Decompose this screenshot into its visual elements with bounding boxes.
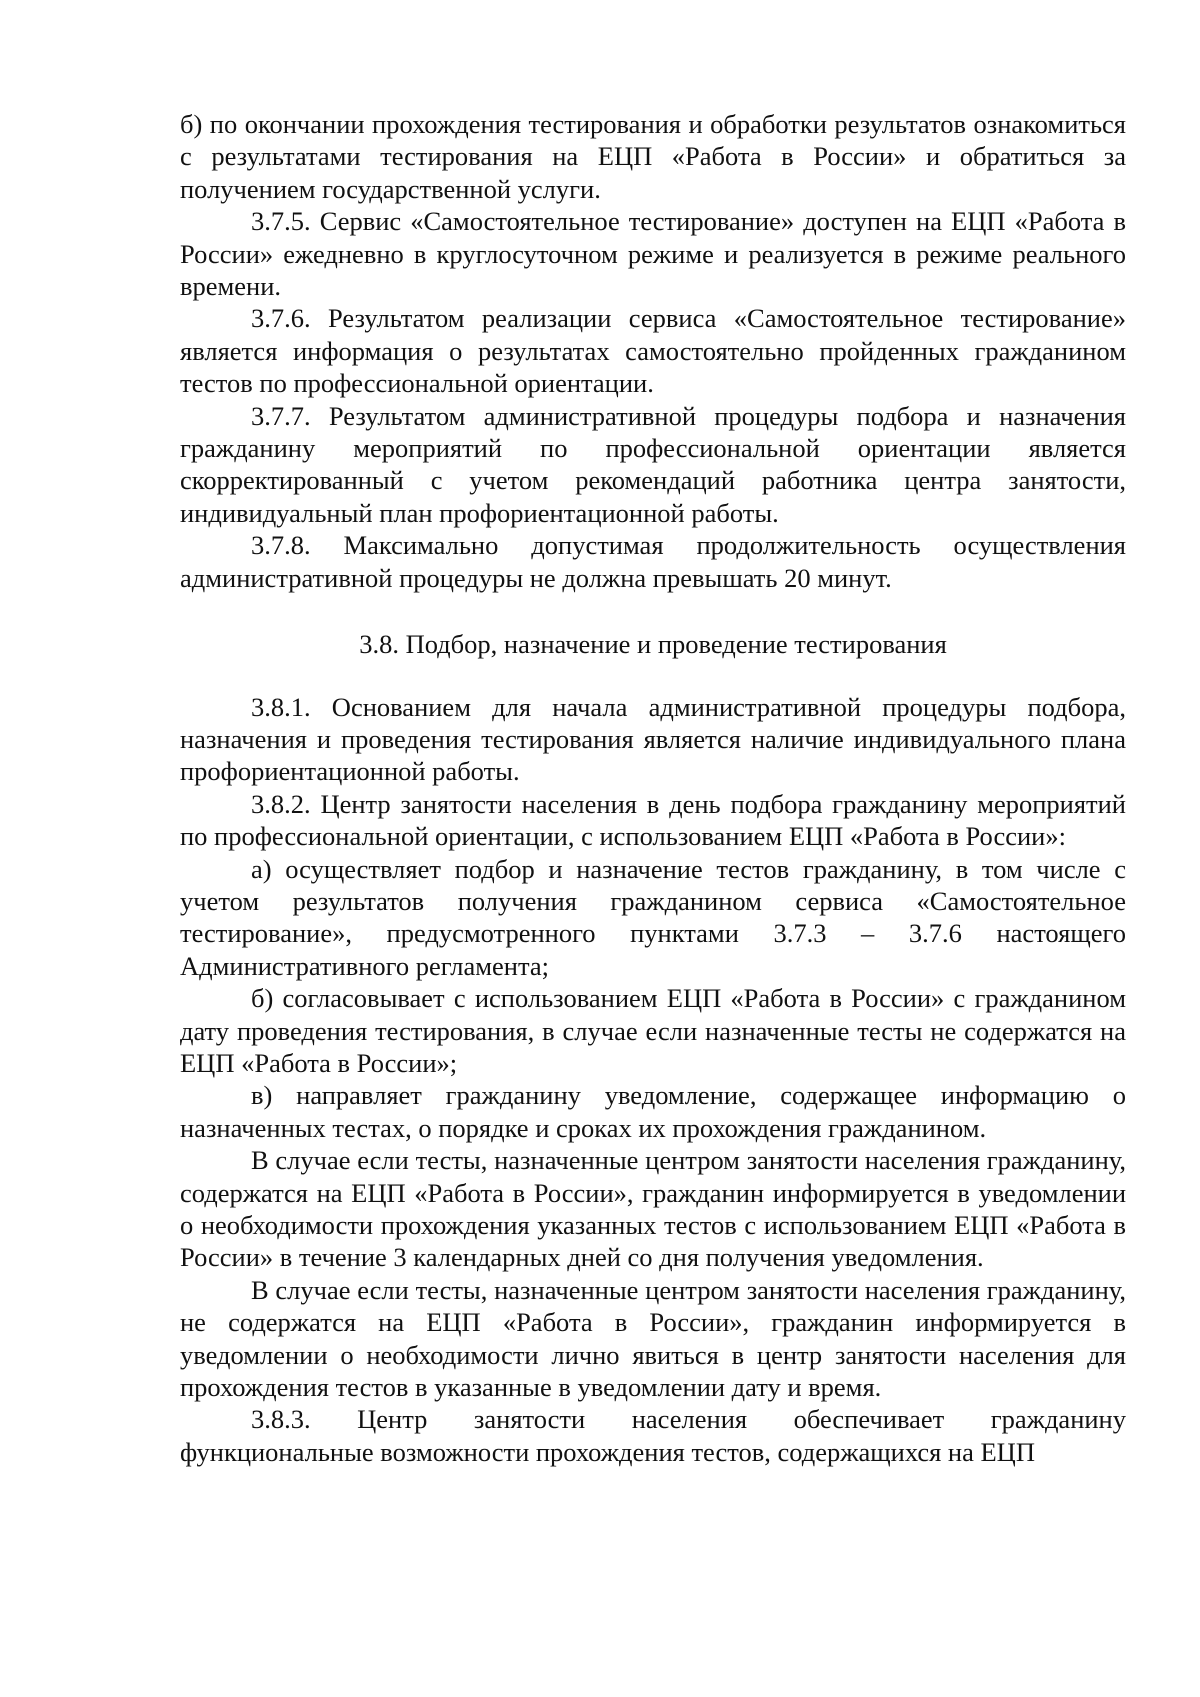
paragraph-3-7-6: 3.7.6. Результатом реализации сервиса «Самостоятельное тестирование» является информация о результатах самостоятельно пройденных гражданином тестов по профессиональной ориентации. bbox=[180, 303, 1126, 399]
document-page bbox=[180, 108, 1126, 1468]
paragraph-3-7-4-b: б) по окончании прохождения тестирования и обработки результатов ознакомиться с результатами тестирования на ЕЦП «Работа в России» и обратиться за получением государственной услуги. bbox=[180, 109, 1126, 204]
paragraph-tests-not-on-ecp: В случае если тесты, назначенные центром занятости населения гражданину, не содержатся на ЕЦП «Работа в России», гражданин информируется в уведомлении о необходимости лично явиться в центр занятости населения для прохождения тестов в указанные в уведомлении дату и время. bbox=[180, 1274, 1126, 1403]
paragraph-3-8-2: 3.8.2. Центр занятости населения в день подбора гражданину мероприятий по профессиональной ориентации, с использованием ЕЦП «Работа в России»: bbox=[180, 788, 1126, 852]
section-heading-3-8: 3.8. Подбор, назначение и проведение тестирования bbox=[359, 629, 947, 660]
paragraph-3-8-2-a: а) осуществляет подбор и назначение тестов гражданину, в том числе с учетом результатов получения гражданином сервиса «Самостоятельное тестирование», предусмотренного пунктами 3.7.3 – 3.7.6 настоящего Административного регламента; bbox=[180, 853, 1126, 981]
paragraph-3-8-3: 3.8.3. Центр занятости населения обеспечивает гражданину функциональные возможности прохождения тестов, содержащихся на ЕЦП bbox=[180, 1404, 1126, 1467]
paragraph-3-8-1: 3.8.1. Основанием для начала административной процедуры подбора, назначения и проведения тестирования является наличие индивидуального плана профориентационной работы. bbox=[180, 691, 1126, 787]
paragraph-3-8-2-b: б) согласовывает с использованием ЕЦП «Работа в России» с гражданином дату проведения тестирования, в случае если назначенные тесты не содержатся на ЕЦП «Работа в России»; bbox=[180, 983, 1126, 1078]
paragraph-3-7-7: 3.7.7. Результатом административной процедуры подбора и назначения гражданину мероприятий по профессиональной ориентации является скорректированный с учетом рекомендаций работника центра занятости, индивидуальный план профориентационной работы. bbox=[180, 400, 1126, 528]
paragraph-tests-on-ecp: В случае если тесты, назначенные центром занятости населения гражданину, содержатся на ЕЦП «Работа в России», гражданин информируется в уведомлении о необходимости прохождения указанных тестов с использованием ЕЦП «Работа в России» в течение 3 календарных дней со дня получения уведомления. bbox=[180, 1145, 1126, 1273]
paragraph-3-8-2-v: в) направляет гражданину уведомление, содержащее информацию о назначенных тестах, о порядке и сроках их прохождения гражданином. bbox=[180, 1080, 1126, 1143]
paragraph-3-7-5: 3.7.5. Сервис «Самостоятельное тестирование» доступен на ЕЦП «Работа в России» ежедневно в круглосуточном режиме и реализуется в режиме реального времени. bbox=[180, 206, 1126, 302]
paragraph-3-7-8: 3.7.8. Максимально допустимая продолжительность осуществления административной процедуры не должна превышать 20 минут. bbox=[180, 530, 1126, 593]
